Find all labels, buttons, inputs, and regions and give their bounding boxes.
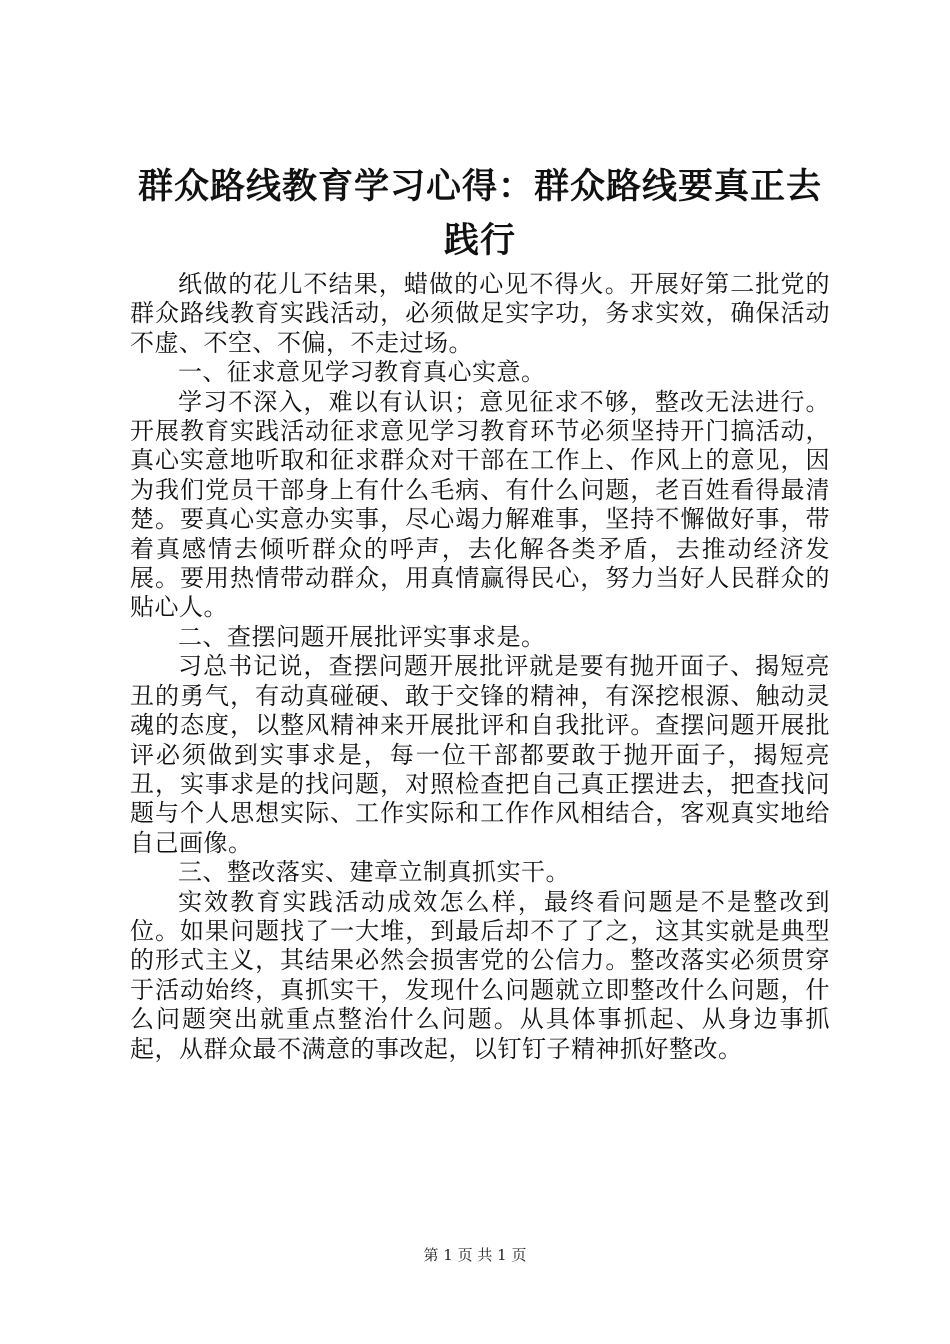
section-heading-2: 二、查摆问题开展批评实事求是。 bbox=[178, 622, 546, 651]
document-title: 群众路线教育学习心得：群众路线要真正去践行 bbox=[137, 166, 822, 261]
page-footer: 第 1 页 共 1 页 bbox=[423, 1246, 527, 1264]
section-heading-3: 三、整改落实、建章立制真抓实干。 bbox=[178, 858, 570, 887]
document-page bbox=[130, 160, 830, 1064]
paragraph-intro: 纸做的花儿不结果，蜡做的心见不得火。开展好第二批党的群众路线教育实践活动，必须做足实字功，务求实效，确保活动不虚、不空、不偏，不走过场。 bbox=[130, 270, 830, 357]
paragraph-section-2: 习总书记说，查摆问题开展批评就是要有抛开面子、揭短亮丑的勇气，有动真碰硬、敢于交锋的精神，有深挖根源、触动灵魂的态度，以整风精神来开展批评和自我批评。查摆问题开展批评必须做到实事求是，每一位干部都要敢于抛开面子，揭短亮丑，实事求是的找问题，对照检查把自己真正摆进去，把查找问题与个人思想实际、工作实际和工作作风相结合，客观真实地给自己画像。 bbox=[130, 652, 830, 857]
paragraph-section-1: 学习不深入，难以有认识；意见征求不够，整改无法进行。开展教育实践活动征求意见学习教育环节必须坚持开门搞活动，真心实意地听取和征求群众对干部在工作上、作风上的意见，因为我们党员干部身上有什么毛病、有什么问题，老百姓看得最清楚。要真心实意办实事，尽心竭力解难事，坚持不懈做好事，带着真感情去倾听群众的呼声，去化解各类矛盾，去推动经济发展。要用热情带动群众，用真情赢得民心，努力当好人民群众的贴心人。 bbox=[130, 387, 830, 622]
section-heading-1: 一、征求意见学习教育真心实意。 bbox=[178, 358, 546, 387]
paragraph-section-3: 实效教育实践活动成效怎么样，最终看问题是不是整改到位。如果问题找了一大堆，到最后却不了了之，这其实就是典型的形式主义，其结果必然会损害党的公信力。整改落实必须贯穿于活动始终，真抓实干，发现什么问题就立即整改什么问题，什么问题突出就重点整治什么问题。从具体事抓起、从身边事抓起，从群众最不满意的事改起，以钉钉子精神抓好整改。 bbox=[130, 887, 830, 1063]
document-body bbox=[130, 270, 830, 1064]
